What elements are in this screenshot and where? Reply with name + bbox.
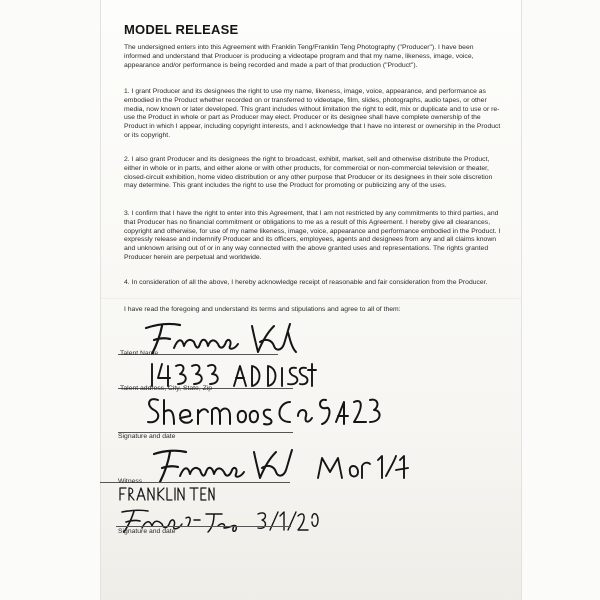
talent-signature-date-label: Signature and date [118,433,176,440]
talent-name-label: Talent Name [120,350,159,357]
clause-4-paragraph: 4. In consideration of all the above, I hereby acknowledge receipt of reasonable and fair consideration from the Producer. [124,279,488,286]
witness-label: Witness [118,478,143,485]
witness-signature-date-label: Signature and date [118,528,176,535]
witness-signature-line [116,526,291,527]
witness-name-handwriting [118,486,218,502]
intro-paragraph: The undersigned enters into this Agreement with Franklin Teng/Franklin Teng Photography ("Producer"). I have been informed and understand that Producer is producing a videotape program and that my name, likeness, image, voice, appearance and/or performance is being recorded and made a part of that production ("Product"). [124,44,474,69]
clause-3-paragraph: 3. I confirm that I have the right to enter into this Agreement, that I am not restricted by any commitments to third parties, and that Producer has no financial commitment or obligations to me as a result of this Agreement. I hereby give all clearances, copyright and otherwise, for use of my name likeness, image, voice, appearance and performance embodied in the Product. I expressly release and indemnify Producer and its officers, employees, agents and designees from any and all claims known and unknown arising out of or in any way connected with the above granted uses and representations. The rights granted Producer herein are perpetual and worldwide. [124,210,501,261]
clause-1-paragraph: 1. I grant Producer and its designees the right to use my name, likeness, image, voice, appearance, and performance as embodied in the Product whether recorded on or transferred to videotape, film, slides, photographs, audio tapes, or other media, now known or later developed. This grant includes without limitation the right to edit, mix or duplicate and to use or re-use the Product in whole or part as Producer may elect. Producer or its designee shall have complete ownership of the Product in which I appear, including copyright interests, and I acknowledge that I have no interest or ownership in the Product or its copyright. [124,88,501,139]
talent-city-zip-handwriting [144,392,384,430]
agreement-statement: I have read the foregoing and understand its terms and stipulations and agree to all of them: [124,306,401,313]
talent-signature-and-date-handwriting [150,446,410,486]
talent-address-label: Talent address, City, State, Zip [120,385,213,392]
document-title: MODEL RELEASE [124,22,239,37]
clause-2-paragraph: 2. I also grant Producer and its designees the right to broadcast, exhibit, market, sell and otherwise distribute the Product, either in whole or in parts, and either alone or with other products, for commercial or non-commercial television or theater, closed-circuit exhibition, home video distribution or any other purpose that Producer or its designees in their sole discretion may determine. This grant includes the right to use the Product for promoting or publicizing any of the uses. [124,156,493,190]
talent-name-handwriting [140,318,310,358]
paper-crease [101,298,521,299]
